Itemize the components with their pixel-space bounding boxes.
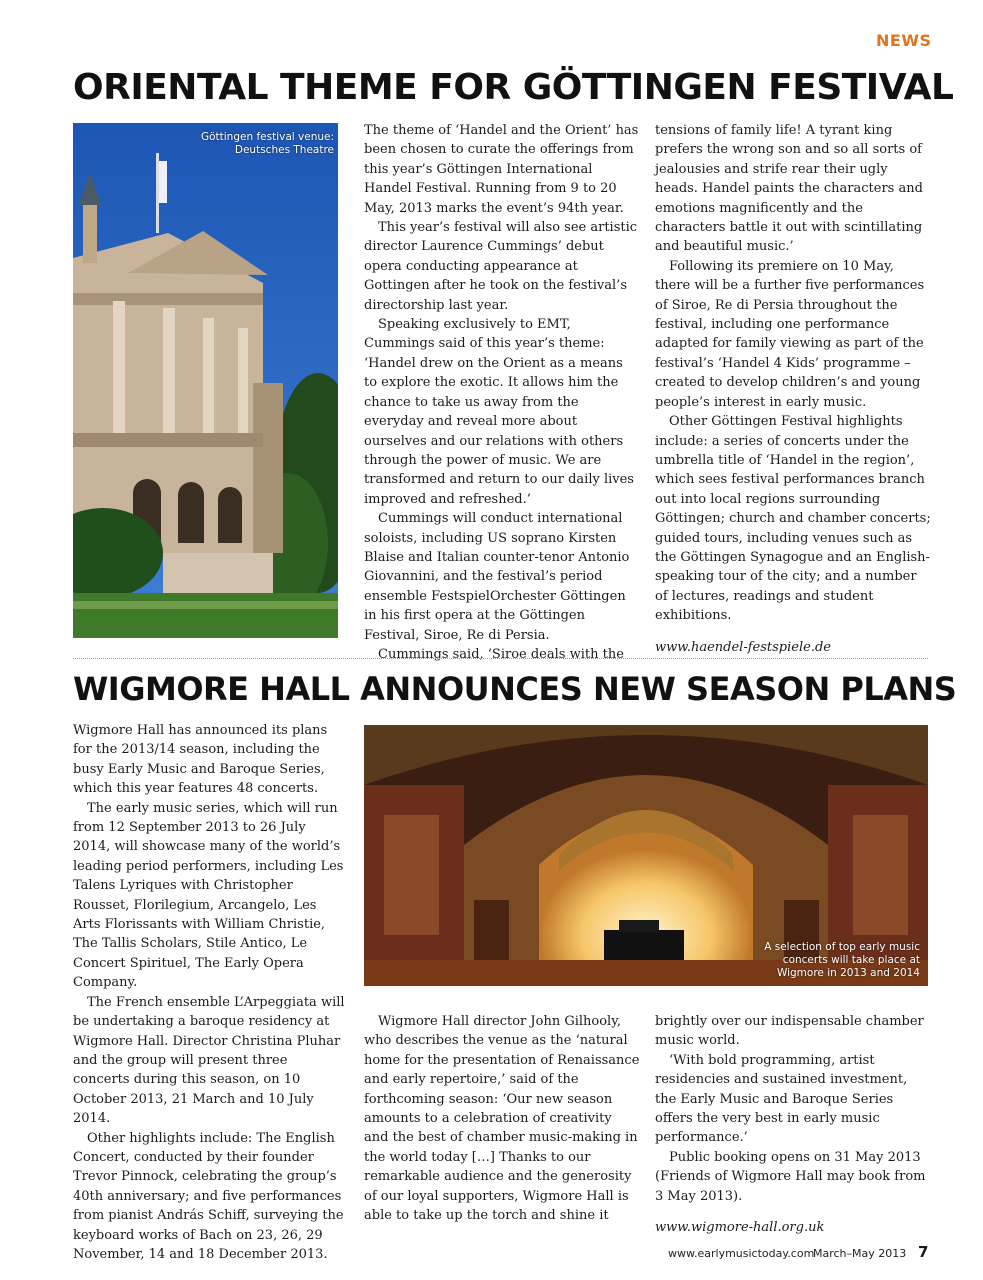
paragraph: Public booking opens on 31 May 2013 (Friends of Wigmore Hall may book from 3 May 2013). xyxy=(655,1149,926,1204)
paragraph: Wigmore Hall director John Gilhooly, who describes the venue as the ‘natural home for the presentation of Renaissance and early repertoire,’ said of the forthcoming season: ‘Our new season amounts to a celebration of creativity and the best of chamber music-making in the world today […] Thanks to our remarkable audience and the generosity of our loyal supporters, Wigmore Hall is able to take up the torch and shine it xyxy=(364,1014,640,1224)
paragraph: tensions of family life! A tyrant king prefers the wrong son and so all sorts of jealousies and strife rear their ugly heads. Handel paints the characters and emotions magnificently and the characters battle it out with scintillating and beautiful music.’ xyxy=(655,123,923,255)
paragraph: Other highlights include: The English Concert, conducted by their founder Trevor Pinnock, celebrating the group’s 40th anniversary; and five performances from pianist András Schiff, surveying the keyboard works of Bach on 23, 26, 29 November, 14 and 18 December 2013. xyxy=(73,1130,344,1262)
theatre-image xyxy=(73,123,338,638)
paragraph: The French ensemble L’Arpeggiata will be undertaking a baroque residency at Wigmore Hall. Director Christina Pluhar and the group will present three concerts during this season, on 10 October 2013, 21 March and 10 July 2014. xyxy=(73,994,345,1127)
article1-column-1 xyxy=(364,121,640,664)
article2-headline: WIGMORE HALL ANNOUNCES NEW SEASON PLANS xyxy=(73,670,957,708)
article1-headline: ORIENTAL THEME FOR GÖTTINGEN FESTIVAL xyxy=(73,67,954,108)
article1-column-2 xyxy=(655,121,931,657)
article2-column-2 xyxy=(364,1012,640,1225)
caption-line: Wigmore in 2013 and 2014 xyxy=(776,967,920,979)
caption-line: Göttingen festival venue: xyxy=(200,131,334,143)
article1-photo-caption xyxy=(134,131,334,157)
paragraph: Cummings said, ‘Siroe deals with the xyxy=(378,646,624,662)
article2-column-3 xyxy=(655,1012,931,1237)
paragraph: Other Göttingen Festival highlights include: a series of concerts under the umbrella title of ‘Handel in the region’, which sees festival performances branch out into local regions surrounding Göttingen; church and chamber concerts; guided tours, including venues such as the Göttingen Synagogue and an English-speaking tour of the city; and a number of lectures, readings and student exhibitions. xyxy=(655,414,931,624)
paragraph: brightly over our indispensable chamber music world. xyxy=(655,1014,924,1049)
caption-line: A selection of top early music xyxy=(764,941,920,953)
paragraph: Following its premiere on 10 May, there will be a further five performances of Siroe, Re di Persia throughout the festival, including one performance adapted for family viewing as part of the festival’s ‘Handel 4 Kids’ programme – created to develop children’s and young people’s interest in early music. xyxy=(655,258,925,410)
section-divider xyxy=(73,658,928,659)
caption-line: Deutsches Theatre xyxy=(234,144,334,156)
article1-url[interactable]: www.haendel-festspiele.de xyxy=(655,639,831,655)
paragraph: Wigmore Hall has announced its plans for the 2013/14 season, including the busy Early Music and Baroque Series, which this year features 48 concerts. xyxy=(73,723,328,797)
footer-site[interactable]: www.earlymusictoday.com xyxy=(668,1247,815,1260)
paragraph: ‘With bold programming, artist residencies and sustained investment, the Early Music and Baroque Series offers the very best in early music performance.’ xyxy=(655,1052,908,1146)
article1-photo xyxy=(73,123,338,638)
article2-photo xyxy=(364,725,928,986)
paragraph: The early music series, which will run from 12 September 2013 to 26 July 2014, will showcase many of the world’s leading period performers, including Les Talens Lyriques with Christopher Rousset, Florilegium, Arcangelo, Les Arts Florissants with William Christie, The Tallis Scholars, Stile Antico, Le Concert Spirituel, The Early Opera Company. xyxy=(73,800,344,991)
article2-url[interactable]: www.wigmore-hall.org.uk xyxy=(655,1220,825,1236)
article2-column-1 xyxy=(73,721,345,1264)
section-tag: NEWS xyxy=(876,31,932,50)
paragraph: Speaking exclusively to EMT, Cummings said of this year’s theme: ‘Handel drew on the Orient as a means to explore the exotic. It allows him the chance to take us away from the everyday and reveal more about ourselves and our relations with others through the power of music. We are transformed and return to our daily lives improved and refreshed.’ xyxy=(364,317,634,507)
article2-photo-caption xyxy=(700,941,920,980)
page-number: 7 xyxy=(918,1243,929,1261)
paragraph: Cummings will conduct international soloists, including US soprano Kirsten Blaise and Italian counter-tenor Antonio Giovannini, and the festival’s period ensemble FestspielOrchester Göttingen in his first opera at the Göttingen Festival, Siroe, Re di Persia. xyxy=(364,511,630,643)
paragraph: This year’s festival will also see artistic director Laurence Cummings’ debut opera conducting appearance at Gottingen after he took on the festival’s directorship last year. xyxy=(364,220,638,313)
caption-line: concerts will take place at xyxy=(782,954,920,966)
footer-issue: March–May 2013 xyxy=(813,1247,907,1260)
paragraph: The theme of ‘Handel and the Orient’ has been chosen to curate the offerings from this year’s Göttingen International Handel Festival. Running from 9 to 20 May, 2013 marks the event’s 94th year. xyxy=(364,123,639,216)
